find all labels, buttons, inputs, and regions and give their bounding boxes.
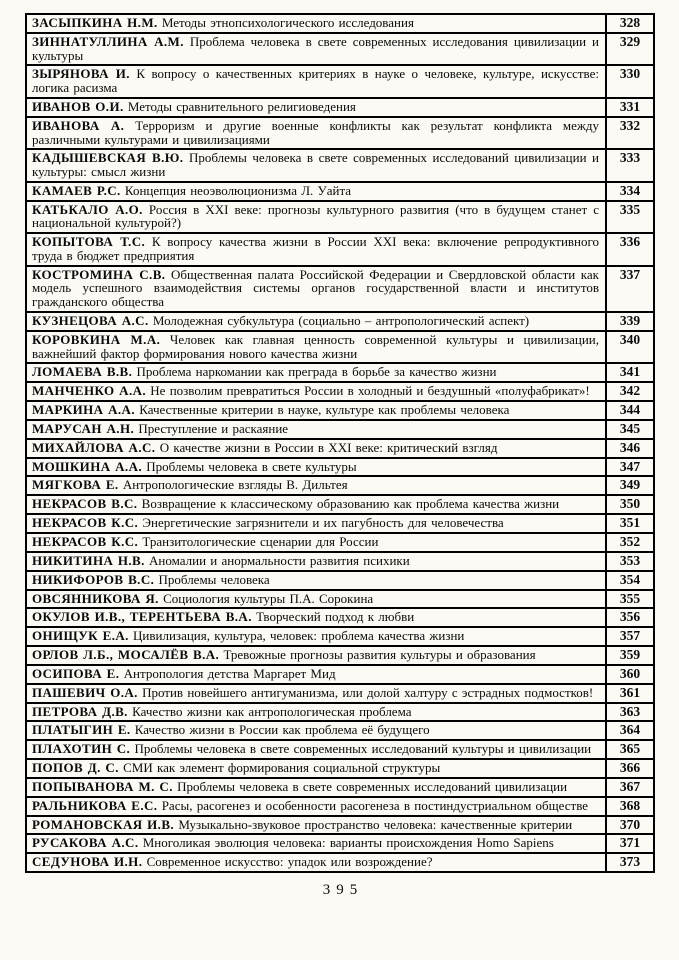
entry-cell (26, 646, 606, 665)
entry-page-number: 331 (606, 98, 654, 117)
entry-cell (26, 684, 606, 703)
page-footer-number: 395 (322, 882, 364, 899)
table-row (26, 401, 654, 420)
entry-author: МАРУСАН А.Н. (32, 420, 135, 436)
table-row (26, 703, 654, 722)
entry-page-number: 349 (606, 476, 654, 495)
entry-title: Качество жизни как антропологическая проблема (132, 703, 412, 719)
entry-page-number: 339 (606, 312, 654, 331)
entry-author: ЗИННАТУЛЛИНА А.М. (32, 33, 184, 49)
entry-page-number: 368 (606, 797, 654, 816)
entry-title: Проблема человека в свете современных исследования цивилизации и культуры (32, 33, 599, 63)
entry-title: Качественные критерии в науке, культуре как проблемы человека (139, 402, 510, 418)
table-row (26, 853, 654, 872)
entry-author: МАНЧЕНКО А.А. (32, 383, 147, 399)
entry-page-number: 341 (606, 363, 654, 382)
table-row (26, 65, 654, 98)
entry-page-number: 357 (606, 627, 654, 646)
entry-author: КУЗНЕЦОВА А.С. (32, 313, 149, 329)
entry-author: КАДЫШЕВСКАЯ В.Ю. (32, 150, 184, 166)
entry-cell (26, 853, 606, 872)
entry-page-number: 333 (606, 149, 654, 182)
entry-author: ПОПОВ Д. С. (32, 760, 119, 776)
table-row (26, 665, 654, 684)
entry-title: Терроризм и другие военные конфликты как результат конфликта между различными культурами и цивилизациями (32, 117, 599, 147)
entry-page-number: 363 (606, 703, 654, 722)
entry-title: Проблемы человека в свете культуры (146, 458, 357, 474)
entry-cell (26, 834, 606, 853)
entry-title: Проблемы человека в свете современных исследований цивилизации и культуры: смысл жизни (32, 150, 600, 180)
entry-title: Преступление и раскаяние (138, 420, 289, 436)
entry-author: ПЕТРОВА Д.В. (32, 703, 128, 719)
entry-page-number: 370 (606, 816, 654, 835)
table-row (26, 458, 654, 477)
table-row (26, 495, 654, 514)
entry-author: ЗЫРЯНОВА И. (32, 66, 130, 82)
entry-author: ОРЛОВ Л.Б., МОСАЛЁВ В.А. (32, 647, 220, 663)
entry-title: Проблемы человека (158, 571, 270, 587)
entry-cell (26, 363, 606, 382)
entry-title: Расы, расогенез и особенности расогенеза в постиндустриальном обществе (161, 797, 589, 813)
table-row (26, 476, 654, 495)
entry-title: Общественная палата Российской Федерации и Свердловской области как модель успешного взаимодействия системы органов государственной власти и институтов гражданского общества (32, 266, 599, 310)
entry-author: КАТЬКАЛО А.О. (32, 201, 143, 217)
entry-page-number: 330 (606, 65, 654, 98)
entry-title: СМИ как элемент формирования социальной структуры (123, 760, 441, 776)
entry-page-number: 335 (606, 201, 654, 234)
entry-author: РУСАКОВА А.С. (32, 835, 139, 851)
entry-title: Концепция неоэволюционизма Л. Уайта (124, 182, 352, 198)
entry-title: Человек как главная ценность современной культуры и цивилизации, важнейший фактор формирования нового качества жизни (32, 331, 599, 361)
entry-cell (26, 552, 606, 571)
entry-author: ПЛАТЫГИН Е. (32, 722, 131, 738)
entry-title: Возвращение к классическому образованию как проблема качества жизни (141, 496, 560, 512)
table-row (26, 14, 654, 33)
table-row (26, 816, 654, 835)
entry-page-number: 351 (606, 514, 654, 533)
table-row (26, 797, 654, 816)
entry-cell (26, 458, 606, 477)
table-row (26, 363, 654, 382)
table-row (26, 439, 654, 458)
entry-page-number: 328 (606, 14, 654, 33)
entry-author: КОСТРОМИНА С.В. (32, 266, 166, 282)
entry-cell (26, 65, 606, 98)
entry-cell (26, 740, 606, 759)
table-row (26, 420, 654, 439)
entry-cell (26, 201, 606, 234)
entry-author: ПОПЫВАНОВА М. С. (32, 778, 173, 794)
table-row (26, 514, 654, 533)
entry-cell (26, 233, 606, 266)
table-row (26, 571, 654, 590)
entry-title: О качестве жизни в России в XXI веке: критический взгляд (159, 439, 498, 455)
entry-page-number: 329 (606, 33, 654, 66)
entry-title: К вопросу о качественных критериях в науке о человеке, культуре, искусстве: логика расизма (32, 66, 599, 96)
entry-page-number: 347 (606, 458, 654, 477)
entry-title: Против новейшего антигуманизма, или долой халтуру с эстрадных подмостков! (142, 684, 594, 700)
entry-page-number: 334 (606, 182, 654, 201)
toc-body (26, 14, 654, 872)
entry-author: НИКИТИНА Н.В. (32, 552, 145, 568)
entry-title: Музыкально-звуковое пространство человека: качественные критерии (178, 816, 573, 832)
entry-page-number: 361 (606, 684, 654, 703)
entry-title: Цивилизация, культура, человек: проблема качества жизни (133, 628, 465, 644)
entry-title: Проблемы человека в свете современных исследований цивилизации (177, 778, 568, 794)
table-row (26, 684, 654, 703)
entry-cell (26, 149, 606, 182)
entry-author: НЕКРАСОВ К.С. (32, 515, 139, 531)
entry-author: МАРКИНА А.А. (32, 402, 135, 418)
entry-page-number: 352 (606, 533, 654, 552)
entry-cell (26, 420, 606, 439)
entry-author: ОСИПОВА Е. (32, 665, 120, 681)
entry-title: Антропология детства Маргарет Мид (123, 665, 336, 681)
table-row (26, 117, 654, 150)
table-row (26, 646, 654, 665)
entry-title: Энергетические загрязнители и их пагубность для человечества (142, 515, 504, 531)
entry-page-number: 345 (606, 420, 654, 439)
entry-cell (26, 382, 606, 401)
entry-title: Современное искусство: упадок или возрождение? (146, 854, 433, 870)
table-row (26, 759, 654, 778)
entry-cell (26, 476, 606, 495)
entry-cell (26, 98, 606, 117)
entry-page-number: 355 (606, 590, 654, 609)
entry-author: ЛОМАЕВА В.В. (32, 364, 133, 380)
entry-cell (26, 665, 606, 684)
entry-author: ИВАНОВА А. (32, 117, 125, 133)
table-row (26, 312, 654, 331)
table-row (26, 721, 654, 740)
table-row (26, 590, 654, 609)
entry-page-number: 371 (606, 834, 654, 853)
table-row (26, 98, 654, 117)
entry-cell (26, 816, 606, 835)
entry-title: Качество жизни в России как проблема её будущего (134, 722, 430, 738)
entry-cell (26, 331, 606, 364)
table-row (26, 627, 654, 646)
entry-page-number: 353 (606, 552, 654, 571)
entry-author: НЕКРАСОВ К.С. (32, 533, 139, 549)
entry-page-number: 336 (606, 233, 654, 266)
entry-cell (26, 533, 606, 552)
entry-cell (26, 266, 606, 312)
table-row (26, 608, 654, 627)
entry-title: Аномалии и анормальности развития психики (149, 552, 410, 568)
entry-cell (26, 495, 606, 514)
entry-page-number: 359 (606, 646, 654, 665)
entry-title: Проблемы человека в свете современных исследований культуры и цивилизации (134, 741, 592, 757)
entry-author: МИХАЙЛОВА А.С. (32, 439, 156, 455)
entry-title: Многоликая эволюция человека: варианты происхождения Homo Sapiens (142, 835, 554, 851)
table-row (26, 233, 654, 266)
entry-cell (26, 439, 606, 458)
entry-page-number: 342 (606, 382, 654, 401)
entry-title: Россия в XXI веке: прогнозы культурного развития (что в будущем станет с национальной культурой?) (32, 201, 600, 231)
table-row (26, 382, 654, 401)
entry-cell (26, 312, 606, 331)
table-row (26, 740, 654, 759)
entry-author: МЯГКОВА Е. (32, 477, 119, 493)
entry-author: КАМАЕВ Р.С. (32, 182, 121, 198)
entry-author: ПЛАХОТИН С. (32, 741, 131, 757)
entry-author: ОНИЩУК Е.А. (32, 628, 129, 644)
toc-table (25, 13, 655, 873)
table-row (26, 266, 654, 312)
entry-page-number: 356 (606, 608, 654, 627)
table-row (26, 331, 654, 364)
entry-author: КОРОВКИНА М.А. (32, 331, 161, 347)
entry-page-number: 365 (606, 740, 654, 759)
entry-author: НЕКРАСОВ В.С. (32, 496, 138, 512)
entry-author: КОПЫТОВА Т.С. (32, 234, 146, 250)
entry-title: Социология культуры П.А. Сорокина (163, 590, 374, 606)
entry-page-number: 367 (606, 778, 654, 797)
entry-cell (26, 14, 606, 33)
entry-page-number: 364 (606, 721, 654, 740)
entry-title: Антропологические взгляды В. Дильтея (122, 477, 348, 493)
table-row (26, 201, 654, 234)
entry-title: Методы сравнительного религиоведения (127, 98, 356, 114)
entry-page-number: 366 (606, 759, 654, 778)
entry-author: СЕДУНОВА И.Н. (32, 854, 143, 870)
entry-page-number: 350 (606, 495, 654, 514)
entry-page-number: 373 (606, 853, 654, 872)
entry-author: РОМАНОВСКАЯ И.В. (32, 816, 175, 832)
entry-title: К вопросу качества жизни в России XXI века: включение репродуктивного труда в бюджет предприятия (32, 234, 599, 263)
entry-page-number: 332 (606, 117, 654, 150)
entry-title: Молодежная субкультура (социально – антропологический аспект) (152, 313, 530, 329)
table-row (26, 182, 654, 201)
table-row (26, 149, 654, 182)
entry-title: Творческий подход к любви (256, 609, 415, 625)
entry-cell (26, 797, 606, 816)
entry-cell (26, 117, 606, 150)
table-row (26, 552, 654, 571)
entry-cell (26, 33, 606, 66)
entry-author: НИКИФОРОВ В.С. (32, 571, 155, 587)
entry-page-number: 337 (606, 266, 654, 312)
entry-author: ЗАСЫПКИНА Н.М. (32, 15, 158, 30)
table-row (26, 33, 654, 66)
table-row (26, 533, 654, 552)
entry-cell (26, 703, 606, 722)
entry-cell (26, 778, 606, 797)
entry-cell (26, 721, 606, 740)
entry-author: ПАШЕВИЧ О.А. (32, 684, 138, 700)
entry-cell (26, 590, 606, 609)
entry-cell (26, 401, 606, 420)
table-row (26, 834, 654, 853)
entry-title: Методы этнопсихологического исследования (161, 15, 414, 30)
entry-cell (26, 608, 606, 627)
entry-page-number: 354 (606, 571, 654, 590)
entry-page-number: 340 (606, 331, 654, 364)
entry-author: ИВАНОВ О.И. (32, 98, 124, 114)
entry-page-number: 346 (606, 439, 654, 458)
entry-title: Транзитологические сценарии для России (142, 533, 379, 549)
entry-cell (26, 759, 606, 778)
entry-title: Не позволим превратиться России в холодный и бездушный «полуфабрикат»! (150, 383, 590, 399)
entry-page-number: 360 (606, 665, 654, 684)
entry-author: ОКУЛОВ И.В., ТЕРЕНТЬЕВА В.А. (32, 609, 252, 625)
entry-title: Тревожные прогнозы развития культуры и образования (223, 647, 536, 663)
entry-author: МОШКИНА А.А. (32, 458, 143, 474)
entry-cell (26, 627, 606, 646)
entry-cell (26, 514, 606, 533)
entry-title: Проблема наркомании как преграда в борьбе за качество жизни (136, 364, 497, 380)
entry-author: ОВСЯННИКОВА Я. (32, 590, 159, 606)
entry-cell (26, 182, 606, 201)
table-row (26, 778, 654, 797)
entry-author: РАЛЬНИКОВА Е.С. (32, 797, 158, 813)
entry-page-number: 344 (606, 401, 654, 420)
entry-cell (26, 571, 606, 590)
